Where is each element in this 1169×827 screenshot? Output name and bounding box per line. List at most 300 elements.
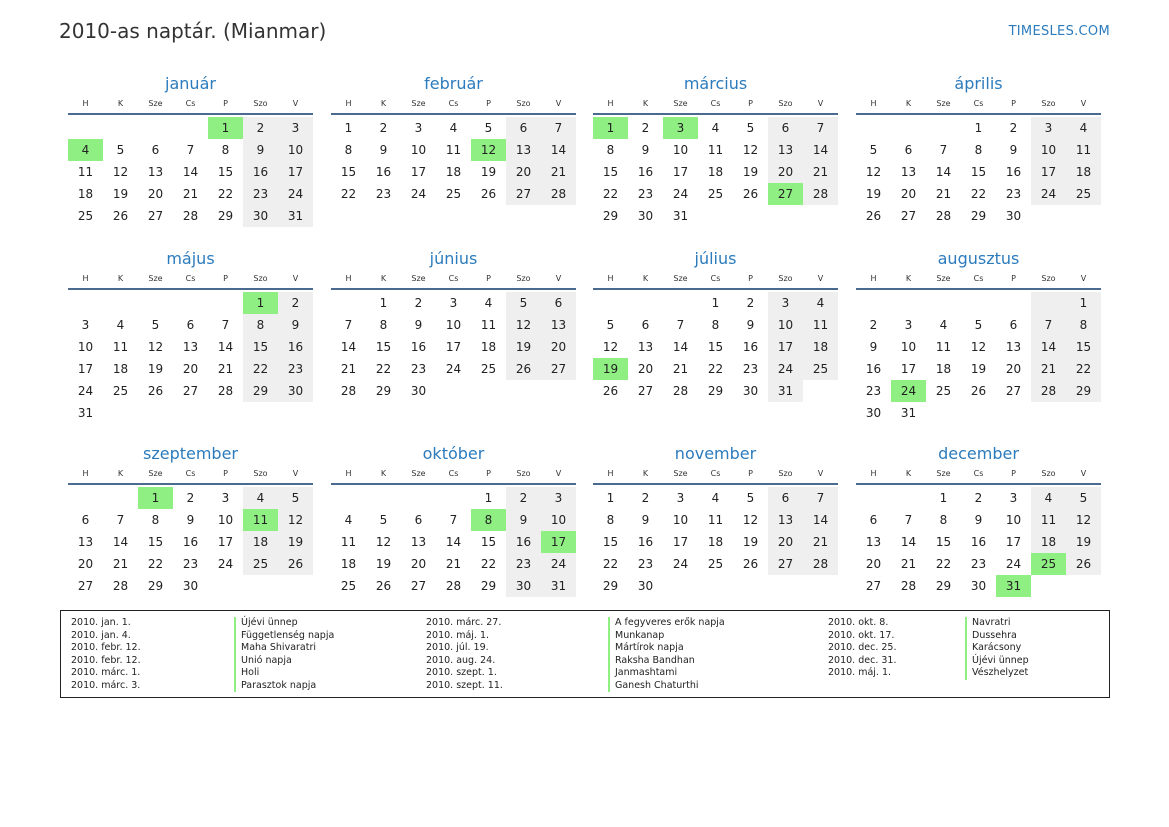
day-cell: 12 (147, 340, 164, 354)
day-cell: 31 (900, 406, 917, 420)
weekday-label: V (817, 469, 824, 478)
weekday-label: Szo (1041, 274, 1056, 283)
day-cell: 9 (1009, 143, 1018, 157)
day-cell: 2 (414, 296, 423, 310)
day-cell: 2 (243, 117, 278, 139)
holiday-date: 2010. dec. 31. (828, 654, 897, 666)
holiday-date: 2010. aug. 24. (426, 654, 496, 666)
day-cell: 29 (147, 579, 164, 593)
day-cell: 7 (803, 487, 838, 509)
day-cell: 27 (1005, 384, 1022, 398)
empty-cell (926, 402, 961, 424)
weekday-label: K (642, 274, 649, 283)
day-cell: 20 (147, 187, 164, 201)
empty-cell (961, 402, 996, 424)
day-cell: 11 (445, 143, 462, 157)
day-cell: 12 (1066, 509, 1101, 531)
day-cell: 11 (707, 143, 724, 157)
weekday-label: K (117, 274, 124, 283)
holiday-name: Unió napja (234, 655, 334, 668)
day-cell: 18 (935, 362, 952, 376)
day-cell: 2 (974, 491, 983, 505)
day-cell: 4 (939, 318, 948, 332)
holiday-date: 2010. febr. 12. (71, 654, 141, 666)
day-cell: 8 (606, 143, 615, 157)
day-cell: 28 (217, 384, 234, 398)
month-szeptember (68, 444, 313, 597)
day-cell: 16 (410, 340, 427, 354)
holiday-date: 2010. máj. 1. (828, 667, 892, 678)
day-cell: 19 (1066, 531, 1101, 553)
empty-cell (891, 487, 926, 509)
day-cell: 8 (344, 143, 353, 157)
day-cell: 27 (637, 384, 654, 398)
holiday-name: Dussehra (965, 630, 1029, 643)
day-cell: 13 (865, 535, 882, 549)
day-cell: 12 (471, 139, 506, 161)
day-cell: 19 (742, 535, 759, 549)
day-cell: 4 (1031, 487, 1066, 509)
weekday-label: Sze (673, 99, 688, 108)
day-cell: 24 (410, 187, 427, 201)
day-cell: 23 (1005, 187, 1022, 201)
legend-dates-col (426, 617, 503, 692)
weekday-label: Szo (516, 99, 531, 108)
day-cell: 19 (506, 336, 541, 358)
day-cell: 30 (865, 406, 882, 420)
day-grid (331, 115, 576, 205)
weekday-header (68, 273, 313, 290)
day-cell: 28 (900, 579, 917, 593)
day-cell: 3 (1009, 491, 1018, 505)
day-cell: 6 (414, 513, 423, 527)
weekday-label: Sze (411, 274, 426, 283)
day-cell: 6 (904, 143, 913, 157)
day-cell: 23 (970, 557, 987, 571)
day-cell: 24 (891, 380, 926, 402)
empty-cell (856, 292, 891, 314)
day-cell: 8 (471, 509, 506, 531)
day-cell: 8 (379, 318, 388, 332)
day-cell: 21 (672, 362, 689, 376)
weekday-label: Cs (185, 99, 196, 108)
holiday-name: Janmashtami (608, 667, 725, 680)
day-cell: 6 (869, 513, 878, 527)
day-cell: 2 (1009, 121, 1018, 135)
day-cell: 15 (935, 535, 952, 549)
day-cell: 14 (445, 535, 462, 549)
day-cell: 17 (1005, 535, 1022, 549)
day-cell: 5 (484, 121, 493, 135)
weekday-label: Szo (253, 469, 268, 478)
day-cell: 23 (865, 384, 882, 398)
holiday-name: Parasztok napja (234, 680, 334, 693)
day-cell: 15 (147, 535, 164, 549)
day-cell: 9 (186, 513, 195, 527)
day-cell: 10 (278, 139, 313, 161)
empty-cell (1066, 402, 1101, 424)
day-cell: 1 (939, 491, 948, 505)
day-cell: 5 (151, 318, 160, 332)
empty-cell (1031, 402, 1066, 424)
day-cell: 26 (602, 384, 619, 398)
weekday-label: K (117, 469, 124, 478)
day-cell: 25 (707, 187, 724, 201)
day-cell: 26 (147, 384, 164, 398)
day-cell: 31 (77, 406, 94, 420)
day-cell: 4 (449, 121, 458, 135)
weekday-label: Sze (148, 469, 163, 478)
weekday-label: H (82, 99, 89, 108)
weekday-label: H (82, 469, 89, 478)
empty-cell (331, 292, 366, 314)
day-cell: 21 (900, 557, 917, 571)
day-cell: 18 (112, 362, 129, 376)
day-cell: 26 (278, 553, 313, 575)
day-cell: 20 (77, 557, 94, 571)
day-cell: 20 (768, 531, 803, 553)
day-cell: 6 (151, 143, 160, 157)
day-cell: 27 (410, 579, 427, 593)
holiday-name: Mártírok napja (608, 642, 725, 655)
day-cell: 28 (112, 579, 129, 593)
day-cell: 2 (641, 121, 650, 135)
day-cell: 24 (672, 557, 689, 571)
day-cell: 31 (996, 575, 1031, 597)
month-name: szeptember (142, 444, 238, 463)
day-cell: 18 (445, 165, 462, 179)
day-cell: 28 (672, 384, 689, 398)
weekday-label: H (82, 274, 89, 283)
day-cell: 22 (375, 362, 392, 376)
day-cell: 25 (707, 557, 724, 571)
empty-cell (436, 487, 471, 509)
empty-cell (803, 575, 838, 597)
weekday-label: Cs (973, 469, 984, 478)
day-cell: 5 (506, 292, 541, 314)
empty-cell (961, 292, 996, 314)
day-grid (68, 485, 313, 597)
day-cell: 20 (637, 362, 654, 376)
day-cell: 18 (340, 557, 357, 571)
day-cell: 30 (278, 380, 313, 402)
day-cell: 18 (1066, 161, 1101, 183)
day-grid (856, 115, 1101, 227)
day-cell: 8 (711, 318, 720, 332)
empty-cell (926, 292, 961, 314)
weekday-header (68, 468, 313, 485)
day-cell: 14 (672, 340, 689, 354)
day-cell: 8 (974, 143, 983, 157)
day-cell: 2 (506, 487, 541, 509)
empty-cell (1031, 205, 1066, 227)
day-cell: 22 (707, 362, 724, 376)
day-cell: 5 (278, 487, 313, 509)
weekday-label: Sze (936, 274, 951, 283)
day-cell: 6 (81, 513, 90, 527)
weekday-label: Sze (148, 99, 163, 108)
weekday-header (593, 468, 838, 485)
empty-cell (926, 117, 961, 139)
day-cell: 24 (278, 183, 313, 205)
day-cell: 29 (243, 380, 278, 402)
day-cell: 29 (217, 209, 234, 223)
weekday-header (593, 273, 838, 290)
day-cell: 2 (186, 491, 195, 505)
day-cell: 13 (1005, 340, 1022, 354)
weekday-label: Szo (516, 469, 531, 478)
day-cell: 10 (672, 513, 689, 527)
day-cell: 14 (1031, 336, 1066, 358)
day-cell: 31 (672, 209, 689, 223)
holiday-date: 2010. szept. 11. (426, 679, 503, 691)
month-január (68, 74, 313, 227)
day-cell: 4 (803, 292, 838, 314)
day-cell: 27 (147, 209, 164, 223)
holiday-date: 2010. szept. 1. (426, 667, 497, 678)
day-cell: 24 (541, 553, 576, 575)
empty-cell (208, 402, 243, 424)
day-cell: 21 (340, 362, 357, 376)
weekday-header (856, 273, 1101, 290)
holiday-date: 2010. márc. 27. (426, 617, 502, 628)
weekday-label: Cs (185, 469, 196, 478)
day-cell: 8 (221, 143, 230, 157)
day-cell: 5 (869, 143, 878, 157)
day-cell: 6 (768, 487, 803, 509)
day-grid (331, 485, 576, 597)
weekday-label: Cs (185, 274, 196, 283)
day-cell: 1 (243, 292, 278, 314)
day-cell: 12 (742, 143, 759, 157)
weekday-label: V (817, 99, 824, 108)
empty-cell (733, 205, 768, 227)
weekday-label: V (292, 274, 299, 283)
day-cell: 30 (506, 575, 541, 597)
day-cell: 7 (221, 318, 230, 332)
day-cell: 29 (480, 579, 497, 593)
day-cell: 13 (147, 165, 164, 179)
holiday-name: Újévi ünnep (965, 655, 1029, 668)
day-cell: 18 (803, 336, 838, 358)
weekday-header (331, 273, 576, 290)
empty-cell (471, 380, 506, 402)
month-name: június (429, 249, 478, 268)
day-cell: 3 (221, 491, 230, 505)
day-cell: 5 (746, 491, 755, 505)
month-name: október (422, 444, 485, 463)
weekday-label: V (1080, 274, 1087, 283)
month-március (593, 74, 838, 227)
day-cell: 20 (506, 161, 541, 183)
weekday-label: Cs (448, 469, 459, 478)
empty-cell (891, 292, 926, 314)
day-cell: 20 (541, 336, 576, 358)
day-cell: 16 (182, 535, 199, 549)
day-cell: 20 (182, 362, 199, 376)
day-cell: 8 (151, 513, 160, 527)
weekday-label: V (555, 99, 562, 108)
day-cell: 17 (278, 161, 313, 183)
day-cell: 23 (182, 557, 199, 571)
day-cell: 21 (182, 187, 199, 201)
holiday-date: 2010. okt. 8. (828, 617, 889, 628)
day-cell: 26 (865, 209, 882, 223)
empty-cell (663, 292, 698, 314)
day-cell: 9 (974, 513, 983, 527)
day-cell: 2 (379, 121, 388, 135)
day-cell: 18 (707, 535, 724, 549)
day-cell: 22 (935, 557, 952, 571)
day-cell: 12 (602, 340, 619, 354)
holiday-date: 2010. júl. 19. (426, 642, 489, 653)
day-cell: 19 (593, 358, 628, 380)
empty-cell (173, 292, 208, 314)
day-cell: 13 (768, 139, 803, 161)
day-cell: 9 (641, 143, 650, 157)
day-cell: 22 (602, 187, 619, 201)
day-cell: 1 (208, 117, 243, 139)
day-cell: 30 (410, 384, 427, 398)
day-cell: 19 (112, 187, 129, 201)
empty-cell (103, 402, 138, 424)
weekday-label: V (817, 274, 824, 283)
weekday-label: P (1011, 469, 1016, 478)
holiday-name: Újévi ünnep (234, 617, 334, 630)
day-cell: 11 (707, 513, 724, 527)
day-cell: 17 (768, 336, 803, 358)
day-cell: 17 (445, 340, 462, 354)
day-cell: 26 (970, 384, 987, 398)
day-cell: 17 (410, 165, 427, 179)
empty-cell (996, 402, 1031, 424)
weekday-label: K (380, 99, 387, 108)
weekday-header (856, 98, 1101, 115)
day-cell: 25 (340, 579, 357, 593)
day-cell: 13 (77, 535, 94, 549)
weekday-label: K (380, 274, 387, 283)
day-cell: 27 (768, 183, 803, 205)
empty-cell (663, 575, 698, 597)
weekday-label: V (555, 274, 562, 283)
weekday-label: K (905, 274, 912, 283)
day-cell: 7 (904, 513, 913, 527)
day-cell: 3 (768, 292, 803, 314)
legend-dates-col (828, 617, 896, 680)
day-cell: 24 (1031, 183, 1066, 205)
weekday-label: Sze (936, 99, 951, 108)
day-cell: 11 (1031, 509, 1066, 531)
day-cell: 1 (974, 121, 983, 135)
day-cell: 21 (803, 531, 838, 553)
holiday-name: Holi (234, 667, 334, 680)
day-grid (593, 290, 838, 402)
site-link[interactable]: TIMESLES.COM (1008, 24, 1110, 39)
weekday-label: Szo (778, 99, 793, 108)
empty-cell (208, 292, 243, 314)
day-cell: 9 (278, 314, 313, 336)
day-cell: 6 (1009, 318, 1018, 332)
day-cell: 18 (1031, 531, 1066, 553)
empty-cell (103, 487, 138, 509)
page-title: 2010-as naptár. (Mianmar) (59, 19, 327, 43)
day-cell: 5 (746, 121, 755, 135)
day-cell: 15 (375, 340, 392, 354)
day-cell: 9 (243, 139, 278, 161)
holiday-date: 2010. márc. 1. (71, 667, 141, 678)
weekday-header (856, 468, 1101, 485)
day-cell: 14 (803, 509, 838, 531)
day-cell: 9 (414, 318, 423, 332)
weekday-label: K (905, 469, 912, 478)
weekday-label: K (380, 469, 387, 478)
empty-cell (68, 487, 103, 509)
weekday-label: P (486, 99, 491, 108)
day-cell: 12 (970, 340, 987, 354)
day-cell: 27 (541, 358, 576, 380)
day-cell: 17 (672, 165, 689, 179)
day-cell: 13 (900, 165, 917, 179)
day-cell: 4 (344, 513, 353, 527)
empty-cell (856, 487, 891, 509)
day-cell: 21 (445, 557, 462, 571)
day-cell: 2 (869, 318, 878, 332)
weekday-label: Sze (673, 274, 688, 283)
day-cell: 10 (1005, 513, 1022, 527)
month-name: december (938, 444, 1019, 463)
day-cell: 17 (77, 362, 94, 376)
day-cell: 29 (602, 579, 619, 593)
day-cell: 31 (768, 380, 803, 402)
day-cell: 7 (541, 117, 576, 139)
day-cell: 22 (217, 187, 234, 201)
weekday-label: K (117, 99, 124, 108)
holiday-date: 2010. okt. 17. (828, 629, 895, 641)
day-cell: 4 (68, 139, 103, 161)
weekday-label: P (486, 274, 491, 283)
empty-cell (138, 402, 173, 424)
day-cell: 31 (278, 205, 313, 227)
weekday-label: P (748, 469, 753, 478)
day-cell: 24 (77, 384, 94, 398)
day-cell: 30 (637, 579, 654, 593)
day-cell: 29 (1066, 380, 1101, 402)
month-november (593, 444, 838, 597)
day-cell: 6 (641, 318, 650, 332)
day-cell: 12 (112, 165, 129, 179)
day-cell: 11 (340, 535, 357, 549)
day-cell: 12 (865, 165, 882, 179)
day-cell: 7 (449, 513, 458, 527)
holiday-name: Karácsony (965, 642, 1029, 655)
weekday-label: Cs (448, 99, 459, 108)
day-cell: 11 (1066, 139, 1101, 161)
holiday-name: Maha Shivaratri (234, 642, 334, 655)
empty-cell (733, 575, 768, 597)
day-cell: 5 (116, 143, 125, 157)
day-cell: 7 (939, 143, 948, 157)
day-cell: 21 (803, 161, 838, 183)
day-cell: 25 (445, 187, 462, 201)
day-cell: 17 (217, 535, 234, 549)
day-cell: 27 (182, 384, 199, 398)
legend-names-col (234, 617, 334, 692)
day-cell: 28 (445, 579, 462, 593)
day-cell: 24 (768, 358, 803, 380)
day-cell: 10 (541, 509, 576, 531)
day-cell: 18 (243, 531, 278, 553)
weekday-label: Cs (448, 274, 459, 283)
